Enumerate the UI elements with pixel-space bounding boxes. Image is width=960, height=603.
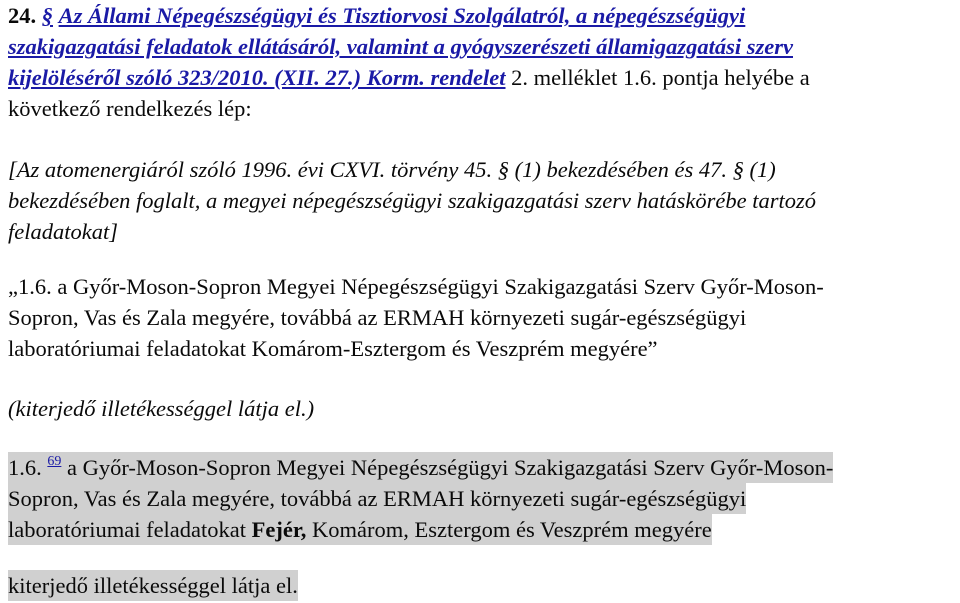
item-number: 24. [8,3,37,28]
footnote-link[interactable]: 69 [47,454,62,469]
decree-link-line-1[interactable]: Az Állami Népegészségügyi és Tisztiorvosi Szolgálatról, a népegészségügyi [58,3,746,28]
heading-line-4: következő rendelkezés lép: [8,96,252,121]
section-sign-link[interactable]: § [41,3,53,28]
consolidated-line-3-post: Komárom, Esztergom és Veszprém megyére [306,517,712,542]
consolidated-line-3 [8,514,712,545]
new-text-line-1: „1.6. a Győr-Moson-Sopron Megyei Népegészségügyi Szakigazgatási Szerv Győr-Moson- [8,274,824,299]
heading-line-2 [8,31,793,62]
decree-link-line-3[interactable]: kijelöléséről szóló 323/2010. (XII. 27.) Korm. rendelet [8,65,506,90]
inserted-county: Fejér, [251,517,307,542]
consolidated-line-3-pre: laboratóriumai feladatokat [8,517,252,542]
consolidated-prefix: 1.6. [8,455,42,480]
new-text-line-2: Sopron, Vas és Zala megyére, továbbá az ERMAH környezeti sugár-egészségügyi [8,305,747,330]
consolidated-line-4: kiterjedő illetékességgel látja el. [8,570,298,601]
heading-rest: 2. melléklet 1.6. pontja helyébe a [505,65,810,90]
consolidated-line-2: Sopron, Vas és Zala megyére, továbbá az ERMAH környezeti sugár-egészségügyi [8,483,746,514]
heading-line-3 [8,62,810,93]
decree-link-line-2[interactable]: szakigazgatási feladatok ellátásáról, valamint a gyógyszerészeti államigazgatási szerv [8,34,793,59]
context-line-3: feladatokat] [8,219,118,244]
new-text-line-3: laboratóriumai feladatokat Komárom-Esztergom és Veszprém megyére” [8,336,658,361]
consolidated-line-1 [8,452,833,483]
context-line-2: bekezdésében foglalt, a megyei népegészségügyi szakigazgatási szerv hatáskörébe tartozó [8,188,816,213]
heading-line-1 [8,0,745,31]
context-line-1: [Az atomenergiáról szóló 1996. évi CXVI. törvény 45. § (1) bekezdésében és 47. § (1) [8,157,776,182]
consolidated-line-1-text: a Győr-Moson-Sopron Megyei Népegészségügyi Szakigazgatási Szerv Győr-Moson- [61,455,834,480]
new-text-line-4: (kiterjedő illetékességgel látja el.) [8,396,315,421]
